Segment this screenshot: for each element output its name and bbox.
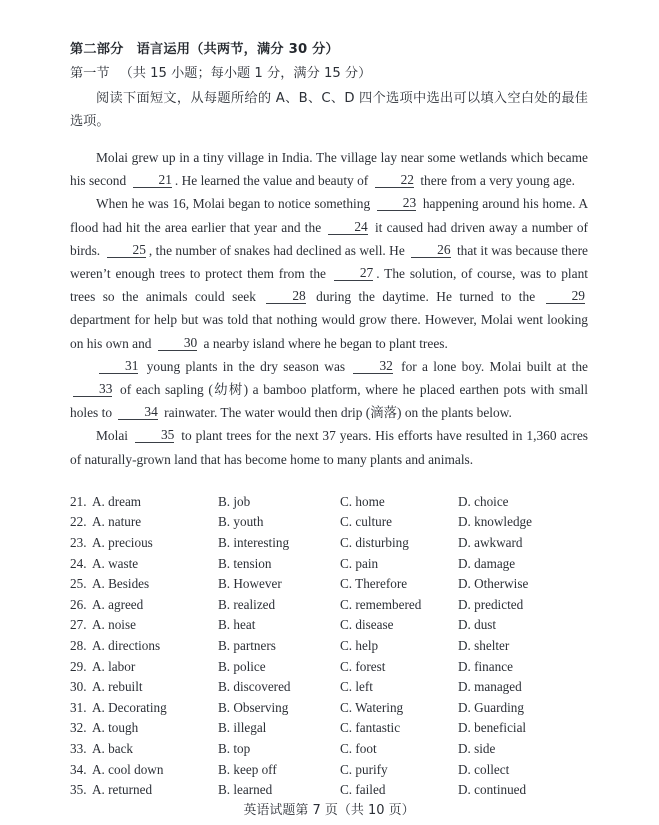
option-a[interactable]: A. waste — [92, 555, 139, 571]
passage-text: department for help but was told that nothing would grow there. However, Molai went looking on his own and — [70, 312, 588, 351]
option-a[interactable]: A. labor — [92, 658, 136, 674]
option-b[interactable]: B. police — [218, 658, 266, 674]
exam-page — [70, 0, 588, 825]
cloze-blank-23[interactable]: 23 — [377, 195, 416, 211]
question-number: 30. — [70, 679, 87, 695]
passage-text: of each sapling (幼树) a bamboo platform, where he placed earthen pots with small holes to — [70, 382, 588, 421]
question-row — [70, 760, 588, 781]
option-a[interactable]: A. Decorating — [92, 699, 167, 715]
question-row — [70, 718, 588, 739]
option-d[interactable]: D. continued — [458, 782, 527, 798]
option-d[interactable]: D. awkward — [458, 535, 523, 551]
question-row — [70, 512, 588, 533]
cloze-passage — [70, 146, 588, 471]
passage-text: Molai — [96, 428, 132, 444]
question-number: 32. — [70, 720, 87, 736]
option-c[interactable]: C. foot — [340, 740, 377, 756]
question-row — [70, 698, 588, 719]
question-number: 26. — [70, 596, 87, 612]
passage-text: to plant trees for the next 37 years. His efforts have resulted in 1,360 acres of naturally-grown land that has become home to many plants and animals. — [70, 428, 588, 467]
option-a[interactable]: A. Besides — [92, 576, 150, 592]
option-c[interactable]: C. left — [340, 679, 373, 695]
passage-text: . He learned the value and beauty of — [174, 173, 372, 189]
option-d[interactable]: D. shelter — [458, 638, 510, 653]
option-d[interactable]: D. Otherwise — [458, 576, 529, 592]
part-heading — [70, 40, 588, 60]
option-c[interactable]: C. remembered — [340, 596, 422, 612]
option-b[interactable]: B. job — [218, 493, 251, 509]
question-number: 33. — [70, 740, 87, 756]
option-c[interactable]: C. culture — [340, 514, 393, 530]
passage-paragraph — [70, 355, 588, 425]
option-a[interactable]: A. noise — [92, 617, 136, 633]
cloze-blank-27[interactable]: 27 — [334, 265, 373, 281]
section-heading-label: 第一节 — [70, 66, 110, 81]
question-number: 27. — [70, 617, 87, 633]
option-d[interactable]: D. choice — [458, 493, 509, 509]
option-b[interactable]: B. realized — [218, 596, 276, 612]
passage-text: happening around his home. A flood had hit the area earlier that year and the — [70, 196, 588, 235]
option-d[interactable]: D. finance — [458, 658, 513, 674]
option-b[interactable]: B. interesting — [218, 535, 290, 551]
option-d[interactable]: D. beneficial — [458, 720, 527, 736]
option-b[interactable]: B. However — [218, 576, 282, 592]
question-row — [70, 574, 588, 595]
option-c[interactable]: C. fantastic — [340, 720, 401, 736]
cloze-blank-22[interactable]: 22 — [375, 172, 414, 188]
option-a[interactable]: A. returned — [92, 782, 153, 798]
option-a[interactable]: A. back — [92, 740, 134, 756]
cloze-blank-35[interactable]: 35 — [135, 427, 174, 443]
option-c[interactable]: C. disease — [340, 617, 394, 633]
option-b[interactable]: B. heat — [218, 617, 256, 633]
question-row — [70, 615, 588, 636]
cloze-blank-33[interactable]: 33 — [73, 381, 112, 397]
instruction-text: 阅读下面短文，从每题所给的 A、B、C、D 四个选项中选出可以填入空白处的最佳选项。 — [70, 91, 588, 129]
passage-paragraph — [70, 146, 588, 192]
question-row — [70, 636, 588, 657]
option-b[interactable]: B. youth — [218, 514, 264, 530]
passage-text: a nearby island where he began to plant trees. — [200, 335, 448, 351]
option-c[interactable]: C. purify — [340, 761, 388, 777]
question-row — [70, 595, 588, 616]
option-c[interactable]: C. Therefore — [340, 576, 408, 592]
cloze-blank-31[interactable]: 31 — [99, 358, 138, 374]
passage-text: , the number of snakes had declined as well. He — [148, 242, 409, 258]
passage-text: rainwater. The water would then drip (滴落) on the plants below. — [160, 405, 512, 421]
option-a[interactable]: A. directions — [92, 638, 161, 653]
passage-text: When he was 16, Molai began to notice something — [96, 196, 374, 212]
cloze-blank-30[interactable]: 30 — [158, 335, 197, 351]
question-row — [70, 554, 588, 575]
question-row — [70, 657, 588, 678]
question-row — [70, 492, 588, 513]
part-heading-label: 第二部分 — [70, 42, 124, 57]
cloze-blank-24[interactable]: 24 — [328, 219, 367, 235]
option-a[interactable]: A. rebuilt — [92, 679, 143, 695]
page-footer: 英语试题第 7 页（共 10 页） — [243, 803, 415, 818]
passage-text: . The solution, of course, was to plant trees so the animals could seek — [70, 266, 588, 305]
cloze-blank-34[interactable]: 34 — [118, 404, 157, 420]
passage-text: during the daytime. He turned to the — [308, 289, 543, 305]
option-c[interactable]: C. disturbing — [340, 535, 409, 551]
option-d[interactable]: D. damage — [458, 555, 516, 571]
question-number: 29. — [70, 658, 87, 674]
option-c[interactable]: C. pain — [340, 555, 379, 571]
question-number: 35. — [70, 782, 87, 798]
option-a[interactable]: A. nature — [92, 514, 142, 530]
option-b[interactable]: B. keep off — [218, 761, 277, 777]
question-row — [70, 677, 588, 698]
question-row — [70, 739, 588, 760]
option-c[interactable]: C. help — [340, 638, 379, 653]
cloze-blank-21[interactable]: 21 — [133, 172, 172, 188]
option-a[interactable]: A. cool down — [92, 761, 164, 777]
cloze-blank-32[interactable]: 32 — [353, 358, 392, 374]
option-a[interactable]: A. precious — [92, 535, 153, 551]
passage-text: it caused had driven away a number of birds. — [70, 219, 588, 258]
passage-paragraph — [70, 424, 588, 470]
section-heading — [70, 63, 588, 84]
question-number: 22. — [70, 514, 87, 530]
option-d[interactable]: D. collect — [458, 761, 510, 777]
question-number: 31. — [70, 699, 87, 715]
option-b[interactable]: B. discovered — [218, 679, 291, 695]
option-a[interactable]: A. agreed — [92, 596, 144, 612]
option-b[interactable]: B. partners — [218, 638, 276, 653]
option-d[interactable]: D. dust — [458, 617, 497, 633]
question-row — [70, 780, 588, 801]
part-heading-detail: 语言运用（共两节，满分 30 分） — [136, 42, 339, 57]
passage-text: for a lone boy. Molai built at the — [395, 358, 588, 374]
option-d[interactable]: D. predicted — [458, 596, 524, 612]
question-number: 21. — [70, 493, 87, 509]
question-row — [70, 533, 588, 554]
question-number: 23. — [70, 535, 87, 551]
options-list — [70, 492, 588, 801]
question-number: 25. — [70, 576, 87, 592]
option-c[interactable]: C. forest — [340, 658, 386, 674]
option-c[interactable]: C. home — [340, 493, 385, 509]
option-d[interactable]: D. managed — [458, 679, 522, 695]
option-a[interactable]: A. dream — [92, 493, 142, 509]
cloze-blank-26[interactable]: 26 — [411, 242, 450, 258]
question-number: 24. — [70, 555, 87, 571]
question-number: 34. — [70, 761, 87, 777]
option-b[interactable]: B. illegal — [218, 720, 267, 736]
option-b[interactable]: B. tension — [218, 555, 272, 571]
option-b[interactable]: B. Observing — [218, 699, 289, 715]
question-number: 28. — [70, 638, 87, 653]
passage-text: young plants in the dry season was — [141, 358, 351, 374]
option-d[interactable]: D. Guarding — [458, 699, 524, 715]
option-c[interactable]: C. failed — [340, 782, 386, 798]
cloze-blank-29[interactable]: 29 — [546, 288, 585, 304]
option-d[interactable]: D. side — [458, 740, 496, 756]
option-d[interactable]: D. knowledge — [458, 514, 532, 530]
passage-paragraph — [70, 192, 588, 354]
option-b[interactable]: B. top — [218, 740, 251, 756]
passage-text: there from a very young age. — [416, 173, 576, 189]
passage-text: that it was because there weren’t enough trees to protect them from the — [70, 242, 588, 282]
cloze-blank-28[interactable]: 28 — [266, 288, 305, 304]
option-a[interactable]: A. tough — [92, 720, 139, 736]
option-b[interactable]: B. learned — [218, 782, 273, 798]
passage-text: Molai grew up in a tiny village in India. The village lay near some wetlands which became his second — [70, 150, 588, 189]
cloze-blank-25[interactable]: 25 — [107, 242, 146, 258]
section-heading-detail: （共 15 小题；每小题 1 分，满分 15 分） — [119, 66, 372, 81]
option-c[interactable]: C. Watering — [340, 699, 404, 715]
